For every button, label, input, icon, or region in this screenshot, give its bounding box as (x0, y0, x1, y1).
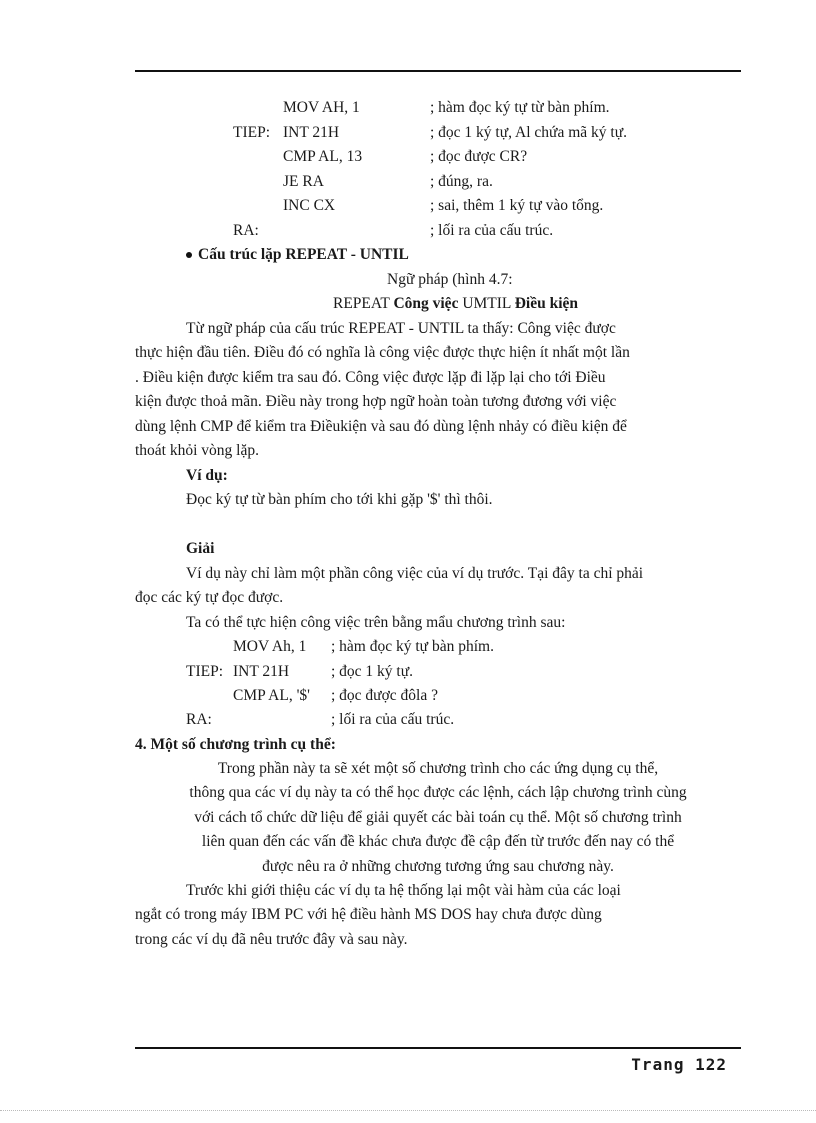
code-label: TIEP: (233, 124, 271, 141)
para-line: thực hiện đầu tiên. Điều đó có nghĩa là công việc được thực hiện ít nhất một lần (135, 344, 630, 361)
code-instr: INC CX (283, 197, 336, 214)
header-rule (135, 70, 741, 72)
solution-label: Giải (186, 540, 215, 557)
center-line: thông qua các ví dụ này ta có thể học được các lệnh, cách lập chương trình cùng (189, 784, 687, 801)
para-line: thoát khỏi vòng lặp. (135, 442, 259, 459)
code-comment: ; đọc 1 ký tự, Al chứa mã ký tự. (430, 124, 627, 141)
code-instr: MOV Ah, 1 (233, 638, 307, 655)
syntax-caption: Ngữ pháp (hình 4.7: (387, 271, 513, 288)
page-edge-divider (0, 1110, 816, 1111)
center-line: liên quan đến các vấn đề khác chưa được đề cập đến từ trước đến nay có thể (201, 833, 675, 850)
bullet-icon (186, 252, 192, 258)
code-instr: INT 21H (283, 124, 340, 141)
para-line: trong các ví dụ đã nêu trước đây và sau này. (135, 931, 408, 948)
para-line: . Điều kiện được kiểm tra sau đó. Công việc được lặp đi lặp lại cho tới Điều (135, 369, 606, 386)
para-line: Từ ngữ pháp của cấu trúc REPEAT - UNTIL ta thấy: Công việc được (186, 320, 616, 337)
code-instr: INT 21H (233, 663, 290, 680)
center-line: với cách tổ chức dữ liệu để giải quyết các bài toán cụ thể. Một số chương trình (194, 809, 682, 826)
code-instr: CMP AL, '$' (233, 687, 310, 704)
solution-line: Ví dụ này chỉ làm một phần công việc của ví dụ trước. Tại đây ta chỉ phải (186, 565, 644, 582)
page-number: Trang 122 (631, 1055, 727, 1074)
example-text: Đọc ký tự từ bàn phím cho tới khi gặp '$' thì thôi. (186, 491, 493, 508)
para-line: ngắt có trong máy IBM PC với hệ điều hành MS DOS hay chưa được dùng (135, 906, 602, 923)
code-instr: MOV AH, 1 (283, 99, 360, 116)
code-comment: ; hàm đọc ký tự bàn phím. (331, 638, 494, 655)
code-label: RA: (233, 222, 259, 239)
section-heading-repeat: Cấu trúc lặp REPEAT - UNTIL (186, 245, 409, 265)
center-line: Trong phần này ta sẽ xét một số chương trình cho các ứng dụng cụ thể, (217, 760, 659, 777)
center-line: được nêu ra ở những chương tương ứng sau chương này. (262, 858, 614, 875)
code-instr: CMP AL, 13 (283, 148, 363, 165)
code-label: RA: (186, 711, 212, 728)
code-comment: ; đọc 1 ký tự. (331, 663, 414, 680)
code-comment: ; đọc được đôla ? (331, 687, 438, 704)
section-heading-4: 4. Một số chương trình cụ thể: (135, 736, 336, 753)
code-comment: ; lối ra của cấu trúc. (331, 711, 455, 728)
syntax-line: REPEAT Công việc UMTIL Điều kiện (333, 295, 579, 312)
code-comment: ; lối ra của cấu trúc. (430, 222, 554, 239)
code-comment: ; đúng, ra. (430, 173, 493, 190)
code-comment: ; đọc được CR? (430, 148, 528, 165)
code-comment: ; sai, thêm 1 ký tự vào tổng. (430, 197, 604, 214)
solution-line: đọc các ký tự đọc được. (135, 589, 284, 606)
footer-rule (135, 1047, 741, 1049)
solution-line: Ta có thể tực hiện công việc trên bằng mẩu chương trình sau: (186, 614, 566, 631)
para-line: kiện được thoả mãn. Điều này trong hợp ngữ hoàn toàn tương đương với việc (135, 393, 617, 410)
code-label: TIEP: (186, 663, 224, 680)
example-label: Ví dụ: (186, 467, 228, 484)
code-instr: JE RA (283, 173, 324, 190)
para-line: Trước khi giới thiệu các ví dụ ta hệ thống lại một vài hàm của các loại (186, 882, 621, 899)
para-line: dùng lệnh CMP để kiểm tra Điềukiện và sau đó dùng lệnh nhảy có điều kiện để (135, 418, 627, 435)
code-comment: ; hàm đọc ký tự từ bàn phím. (430, 99, 610, 116)
